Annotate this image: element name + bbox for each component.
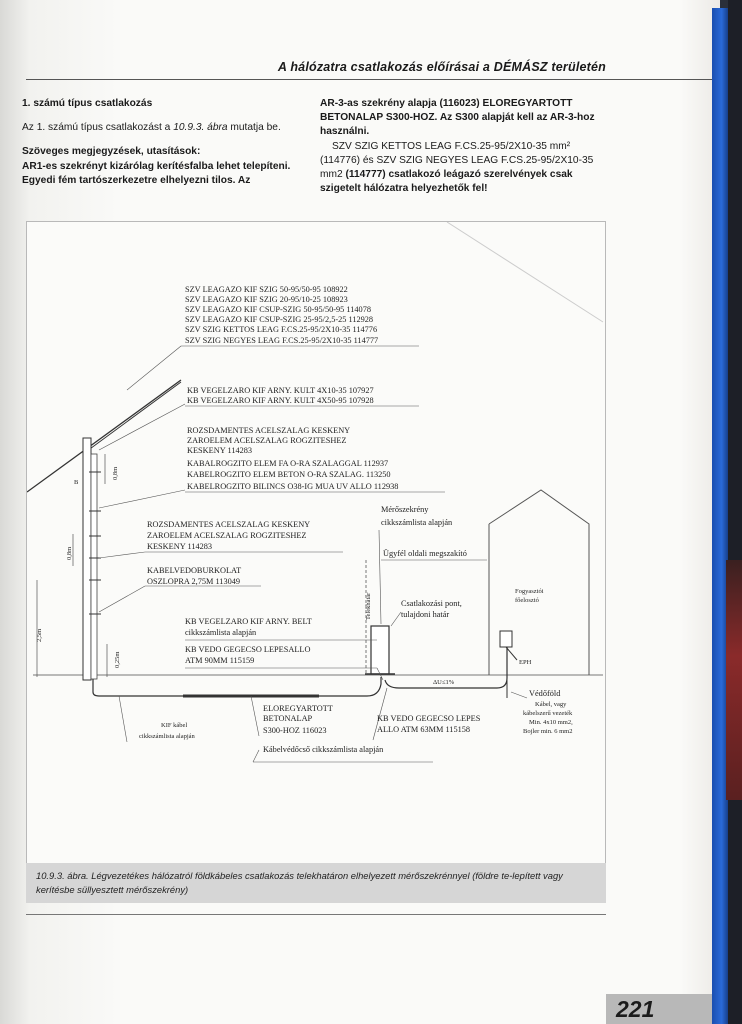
intro-text-end: mutatja be.	[227, 122, 281, 134]
label-line: SZV LEAGAZO KIF CSUP-SZIG 50-95/50-95 114078	[185, 305, 371, 314]
dim-label-0-8m: 0,8m	[66, 546, 73, 560]
label-branch-fittings	[185, 285, 378, 345]
dim-label-0-8m: 0,8m	[112, 466, 119, 480]
label-line: tulajdoni határ	[401, 610, 450, 619]
label-line: Min. 4x10 mm2,	[529, 719, 573, 726]
label-line: SZV LEAGAZO KIF SZIG 20-95/10-25 108923	[185, 295, 348, 304]
notes-text: AR1-es szekrényt kizárólag kerítésfalba lehet telepíteni. Egyedi fém tartószerkezetre elhelyezni tilos. Az	[22, 160, 291, 186]
label-protective-earth: Védőföld	[529, 689, 561, 698]
label-consumer-board	[515, 588, 544, 604]
label-line: Kábel, vagy	[535, 701, 567, 708]
label-line: Bojler min. 6 mm2	[523, 728, 573, 735]
label-line: KB VEGELZARO KIF ARNY. BELT	[185, 617, 312, 626]
label-conduit-list: Kábelvédőcső cikkszámlista alapján	[263, 745, 384, 754]
label-line: főelosztó	[515, 597, 539, 604]
label-conduit-90	[185, 645, 310, 665]
label-concrete-base	[263, 704, 333, 735]
background-object	[726, 560, 742, 800]
right-paragraph-2	[320, 140, 606, 197]
eph-connection	[506, 647, 517, 660]
label-line: ALLO ATM 63MM 115158	[377, 725, 471, 734]
label-line: ATM 90MM 115159	[185, 656, 255, 665]
label-line: cikkszámlista alapján	[139, 733, 195, 740]
label-line: BETONALAP	[263, 714, 313, 723]
label-line: S300-HOZ 116023	[263, 726, 327, 735]
overhead-line	[27, 380, 181, 492]
left-column	[22, 97, 304, 198]
right-column	[320, 97, 606, 206]
label-connection-point	[401, 599, 462, 619]
label-cable-cover	[147, 566, 241, 586]
label-line: SZV LEAGAZO KIF CSUP-SZIG 25-95/2,5-25 112928	[185, 315, 374, 324]
figure-reference: 10.9.3. ábra	[173, 122, 228, 134]
intro-text: Az 1. számú típus csatlakozást a	[22, 122, 174, 134]
right-paragraph-2-bold: (114777) csatlakozó leágazó szerelvények csak szigetelt hálózatra helyezhetők fel!	[320, 169, 573, 195]
figure-caption: 10.9.3. ábra. Légvezetékes hálózatról földkábeles csatlakozás telekhatáron elhelyezett mérőszekrénnyel (földre te-lepített vagy kerítésbe süllyesztett mérőszekrény)	[26, 863, 606, 903]
label-line: KESKENY 114283	[147, 542, 213, 551]
label-meter-box	[381, 505, 453, 527]
label-line: ZAROELEM ACELSZALAG ROGZITESHEZ	[187, 436, 347, 445]
section-heading: 1. számú típus csatlakozás	[22, 98, 153, 109]
label-line: KABELVEDOBURKOLAT	[147, 566, 242, 575]
label-end-terminations	[187, 386, 374, 405]
label-steel-strap	[147, 520, 310, 551]
dim-label-2-5m: 2,5m	[36, 628, 43, 642]
label-line: ELOREGYARTOTT	[263, 704, 333, 713]
right-paragraph-2-normal: SZV SZIG KETTOS LEAG F.CS.25-95/2X10-35 mm² (114776) és SZV SZIG NEGYES LEAG F.CS.25-95/2X10-35 mm2	[320, 140, 594, 181]
label-line: SZV SZIG KETTOS LEAG F.CS.25-95/2X10-35 114776	[185, 325, 378, 334]
leader-line	[379, 530, 381, 624]
label-conduit-63	[377, 714, 481, 734]
label-line: ROZSDAMENTES ACELSZALAG KESKENY	[187, 426, 351, 435]
background-roof	[447, 222, 603, 322]
label-line: KB VEGELZARO KIF ARNY. KULT 4X10-35 107927	[187, 386, 374, 395]
label-line: KESKENY 114283	[187, 446, 253, 455]
label-line: SZV SZIG NEGYES LEAG F.CS.25-95/2X10-35 114777	[185, 336, 379, 345]
label-voltage-drop: ΔU≤1%	[433, 679, 455, 686]
label-property-line: Telekhatár	[365, 592, 372, 620]
label-line: Mérőszekrény	[381, 505, 429, 514]
running-title: A hálózatra csatlakozás előírásai a DÉMÁSZ területén	[277, 60, 606, 74]
underground-cable	[93, 677, 381, 696]
label-line: ZAROELEM ACELSZALAG ROGZITESHEZ	[147, 531, 307, 540]
leader-line	[511, 692, 527, 698]
leader-line	[119, 696, 127, 742]
leader-line	[253, 750, 259, 762]
notes-heading: Szöveges megjegyzések, utasítások:	[22, 146, 201, 158]
figure-diagram	[26, 221, 606, 865]
label-b: B	[74, 479, 79, 486]
leader-line	[99, 552, 145, 558]
label-line: OSZLOPRA 2,75M 113049	[147, 577, 241, 586]
leader-line	[251, 696, 259, 736]
label-line: KABELROGZITO BILINCS O38-IG MUA UV ALLO 112938	[187, 482, 399, 491]
service-drop	[83, 382, 181, 454]
right-paragraph-1: AR-3-as szekrény alapja (116023) ELOREGYARTOTT BETONALAP S300-HOZ. Az S300 alapját kell az AR-3-hoz használni.	[320, 98, 595, 138]
header-rule	[26, 79, 716, 80]
dim-label-0-25m: 0,25m	[114, 651, 121, 668]
background-edge	[728, 0, 742, 1024]
label-kif-cable	[139, 722, 196, 740]
label-line: SZV LEAGAZO KIF SZIG 50-95/50-95 108922	[185, 285, 348, 294]
leader-line	[99, 490, 185, 508]
label-line: KIF kábel	[161, 722, 188, 729]
book-cover-edge	[712, 8, 728, 1024]
label-line: KABALROGZITO ELEM FA O-RA SZALAGGAL 112937	[187, 459, 389, 468]
label-line: cikkszámlista alapján	[185, 628, 257, 637]
label-line: KB VEDO GEGECSO LEPESALLO	[185, 645, 311, 654]
intro-paragraph	[22, 121, 304, 135]
label-customer-switch: Ügyfél oldali megszakító	[383, 549, 467, 558]
label-eph: EPH	[519, 659, 532, 666]
label-line: KB VEGELZARO KIF ARNY. KULT 4X50-95 107928	[187, 396, 374, 405]
label-line: Fogyasztói	[515, 588, 544, 595]
cable-protection-cover	[91, 454, 97, 679]
caption-rule	[26, 914, 606, 915]
label-line: Csatlakozási pont,	[401, 599, 462, 608]
label-indoor-termination	[185, 617, 312, 637]
connection-diagram	[27, 222, 605, 864]
label-line: ROZSDAMENTES ACELSZALAG KESKENY	[147, 520, 311, 529]
label-earth-note	[523, 701, 573, 735]
meter-box	[371, 626, 389, 674]
pole	[83, 438, 91, 680]
label-line: KABELROGZITO ELEM BETON O-RA SZALAG. 113250	[187, 470, 391, 479]
leader-line	[99, 586, 145, 612]
label-line: KB VEDO GEGECSO LEPES	[377, 714, 481, 723]
label-fixing-elements	[187, 426, 398, 491]
label-line: kábelszerű vezeték	[523, 710, 573, 717]
page-number: 221	[606, 994, 716, 1024]
leader-line	[391, 612, 401, 626]
leader-line	[127, 346, 181, 390]
consumer-board	[500, 631, 512, 647]
label-line: cikkszámlista alapján	[381, 518, 453, 527]
